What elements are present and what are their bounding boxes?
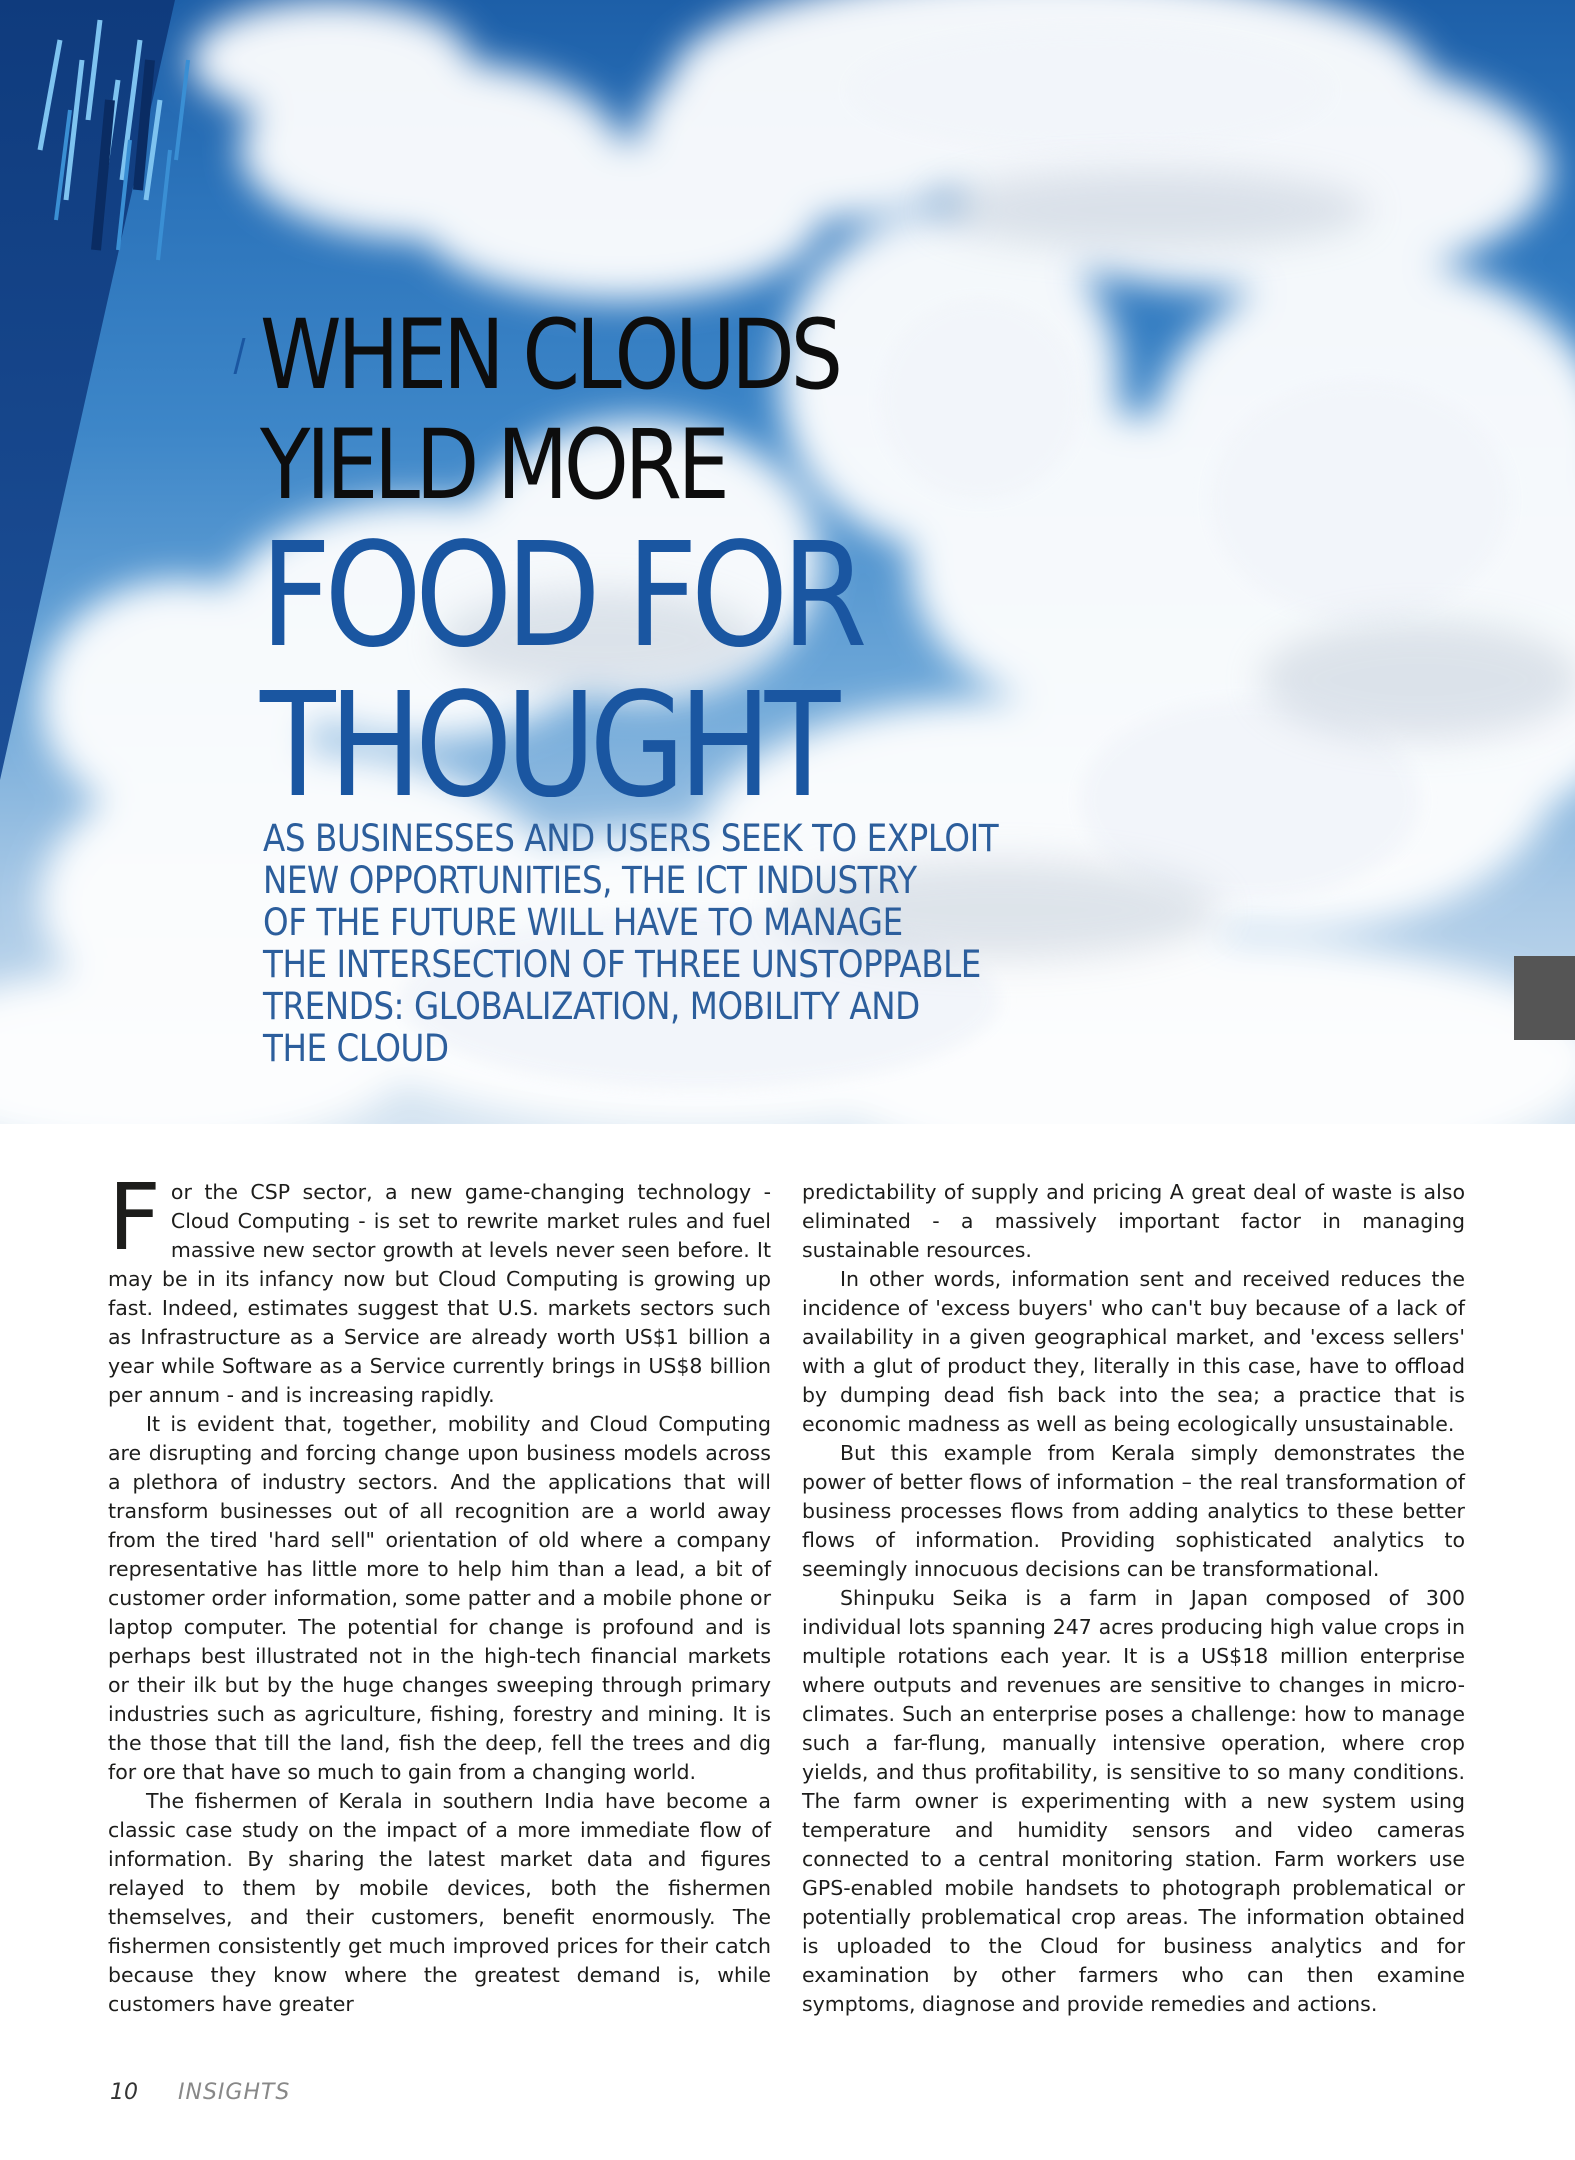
headline-line-4: THOUGHT: [260, 661, 834, 829]
headline: [260, 299, 1120, 829]
headline-line-3: FOOD FOR: [260, 511, 861, 679]
standfirst-line: THE CLOUD: [263, 1027, 449, 1070]
article-paragraph: But this example from Kerala simply demonstrates the power of better flows of information – the real transformation of business processes flows from adding analytics to these better flows of information. Providing sophisticated analytics to seemingly innocuous decisions can be transformational.: [802, 1441, 1465, 1581]
section-name: INSIGHTS: [178, 2080, 291, 2105]
article-paragraph: The fishermen of Kerala in southern India have become a classic case study on the impact of a more immediate flow of information. By sharing the latest market data and figures relayed to them by mobile devices, both the fishermen themselves, and their customers, benefit enormously. The fishermen consistently get much improved prices for their catch because they know where the greatest demand is, while customers have greater: [108, 1789, 771, 2016]
article-column-right: [802, 1178, 1465, 2019]
article-paragraph: Shinpuku Seika is a farm in Japan composed of 300 individual lots spanning 247 acres producing high value crops in multiple rotations each year. It is a US$18 million enterprise where outputs and revenues are sensitive to changes in micro-climates. Such an enterprise poses a challenge: how to manage such a far-flung, manually intensive operation, where crop yields, and thus profitability, is sensitive to so many conditions. The farm owner is experimenting with a new system using temperature and humidity sensors and video cameras connected to a central monitoring station. Farm workers use GPS-enabled mobile handsets to photograph problematical or potentially problematical crop areas. The information obtained is uploaded to the Cloud for business analytics and for examination by other farmers who can then examine symptoms, diagnose and provide remedies and actions.: [802, 1586, 1465, 2016]
article-paragraph: [108, 1164, 771, 1410]
standfirst-line: OF THE FUTURE WILL HAVE TO MANAGE: [263, 901, 903, 944]
standfirst-line: TRENDS: GLOBALIZATION, MOBILITY AND: [263, 985, 920, 1028]
article-column-left: [108, 1164, 771, 2019]
standfirst: [263, 818, 1063, 1070]
paragraph-text: or the CSP sector, a new game-changing technology - Cloud Computing - is set to rewrite market rules and fuel massive new sector growth at levels never seen before. It may be in its infancy now but Cloud Computing is growing up fast. Indeed, estimates suggest that U.S. markets sectors such as Infrastructure as a Service are already worth US$1 billion a year while Software as a Service currently brings in US$8 billion per annum - and is increasing rapidly.: [108, 1180, 771, 1407]
article-paragraph: predictability of supply and pricing A great deal of waste is also eliminated - a massively important factor in managing sustainable resources.: [802, 1180, 1465, 1262]
standfirst-line: THE INTERSECTION OF THREE UNSTOPPABLE: [263, 943, 981, 986]
article-paragraph: In other words, information sent and received reduces the incidence of 'excess buyers' who can't buy because of a lack of availability in a given geographical market, and 'excess sellers' with a glut of product they, literally in this case, have to offload by dumping dead fish back into the sea; a practice that is economic madness as well as being ecologically unsustainable.: [802, 1267, 1465, 1436]
article-paragraph: It is evident that, together, mobility and Cloud Computing are disrupting and forcing change upon business models across a plethora of industry sectors. And the applications that will transform businesses out of all recognition are a world away from the tired 'hard sell" orientation of old where a company representative has little more to help him than a lead, a bit of customer order information, some patter and a mobile phone or laptop computer. The potential for change is profound and is perhaps best illustrated not in the high-tech financial markets or their ilk but by the huge changes sweeping through primary industries such as agriculture, fishing, forestry and mining. It is the those that till the land, fish the deep, fell the trees and dig for ore that have so much to gain from a changing world.: [108, 1412, 771, 1784]
drop-cap: F: [108, 1164, 161, 1271]
standfirst-line: AS BUSINESSES AND USERS SEEK TO EXPLOIT: [263, 817, 999, 860]
headline-line-1: WHEN CLOUDS: [260, 299, 839, 411]
headline-line-2: YIELD MORE: [260, 409, 726, 521]
standfirst-line: NEW OPPORTUNITIES, THE ICT INDUSTRY: [263, 859, 917, 902]
side-tab-marker: [1514, 956, 1575, 1040]
page-number: 10: [110, 2080, 138, 2105]
